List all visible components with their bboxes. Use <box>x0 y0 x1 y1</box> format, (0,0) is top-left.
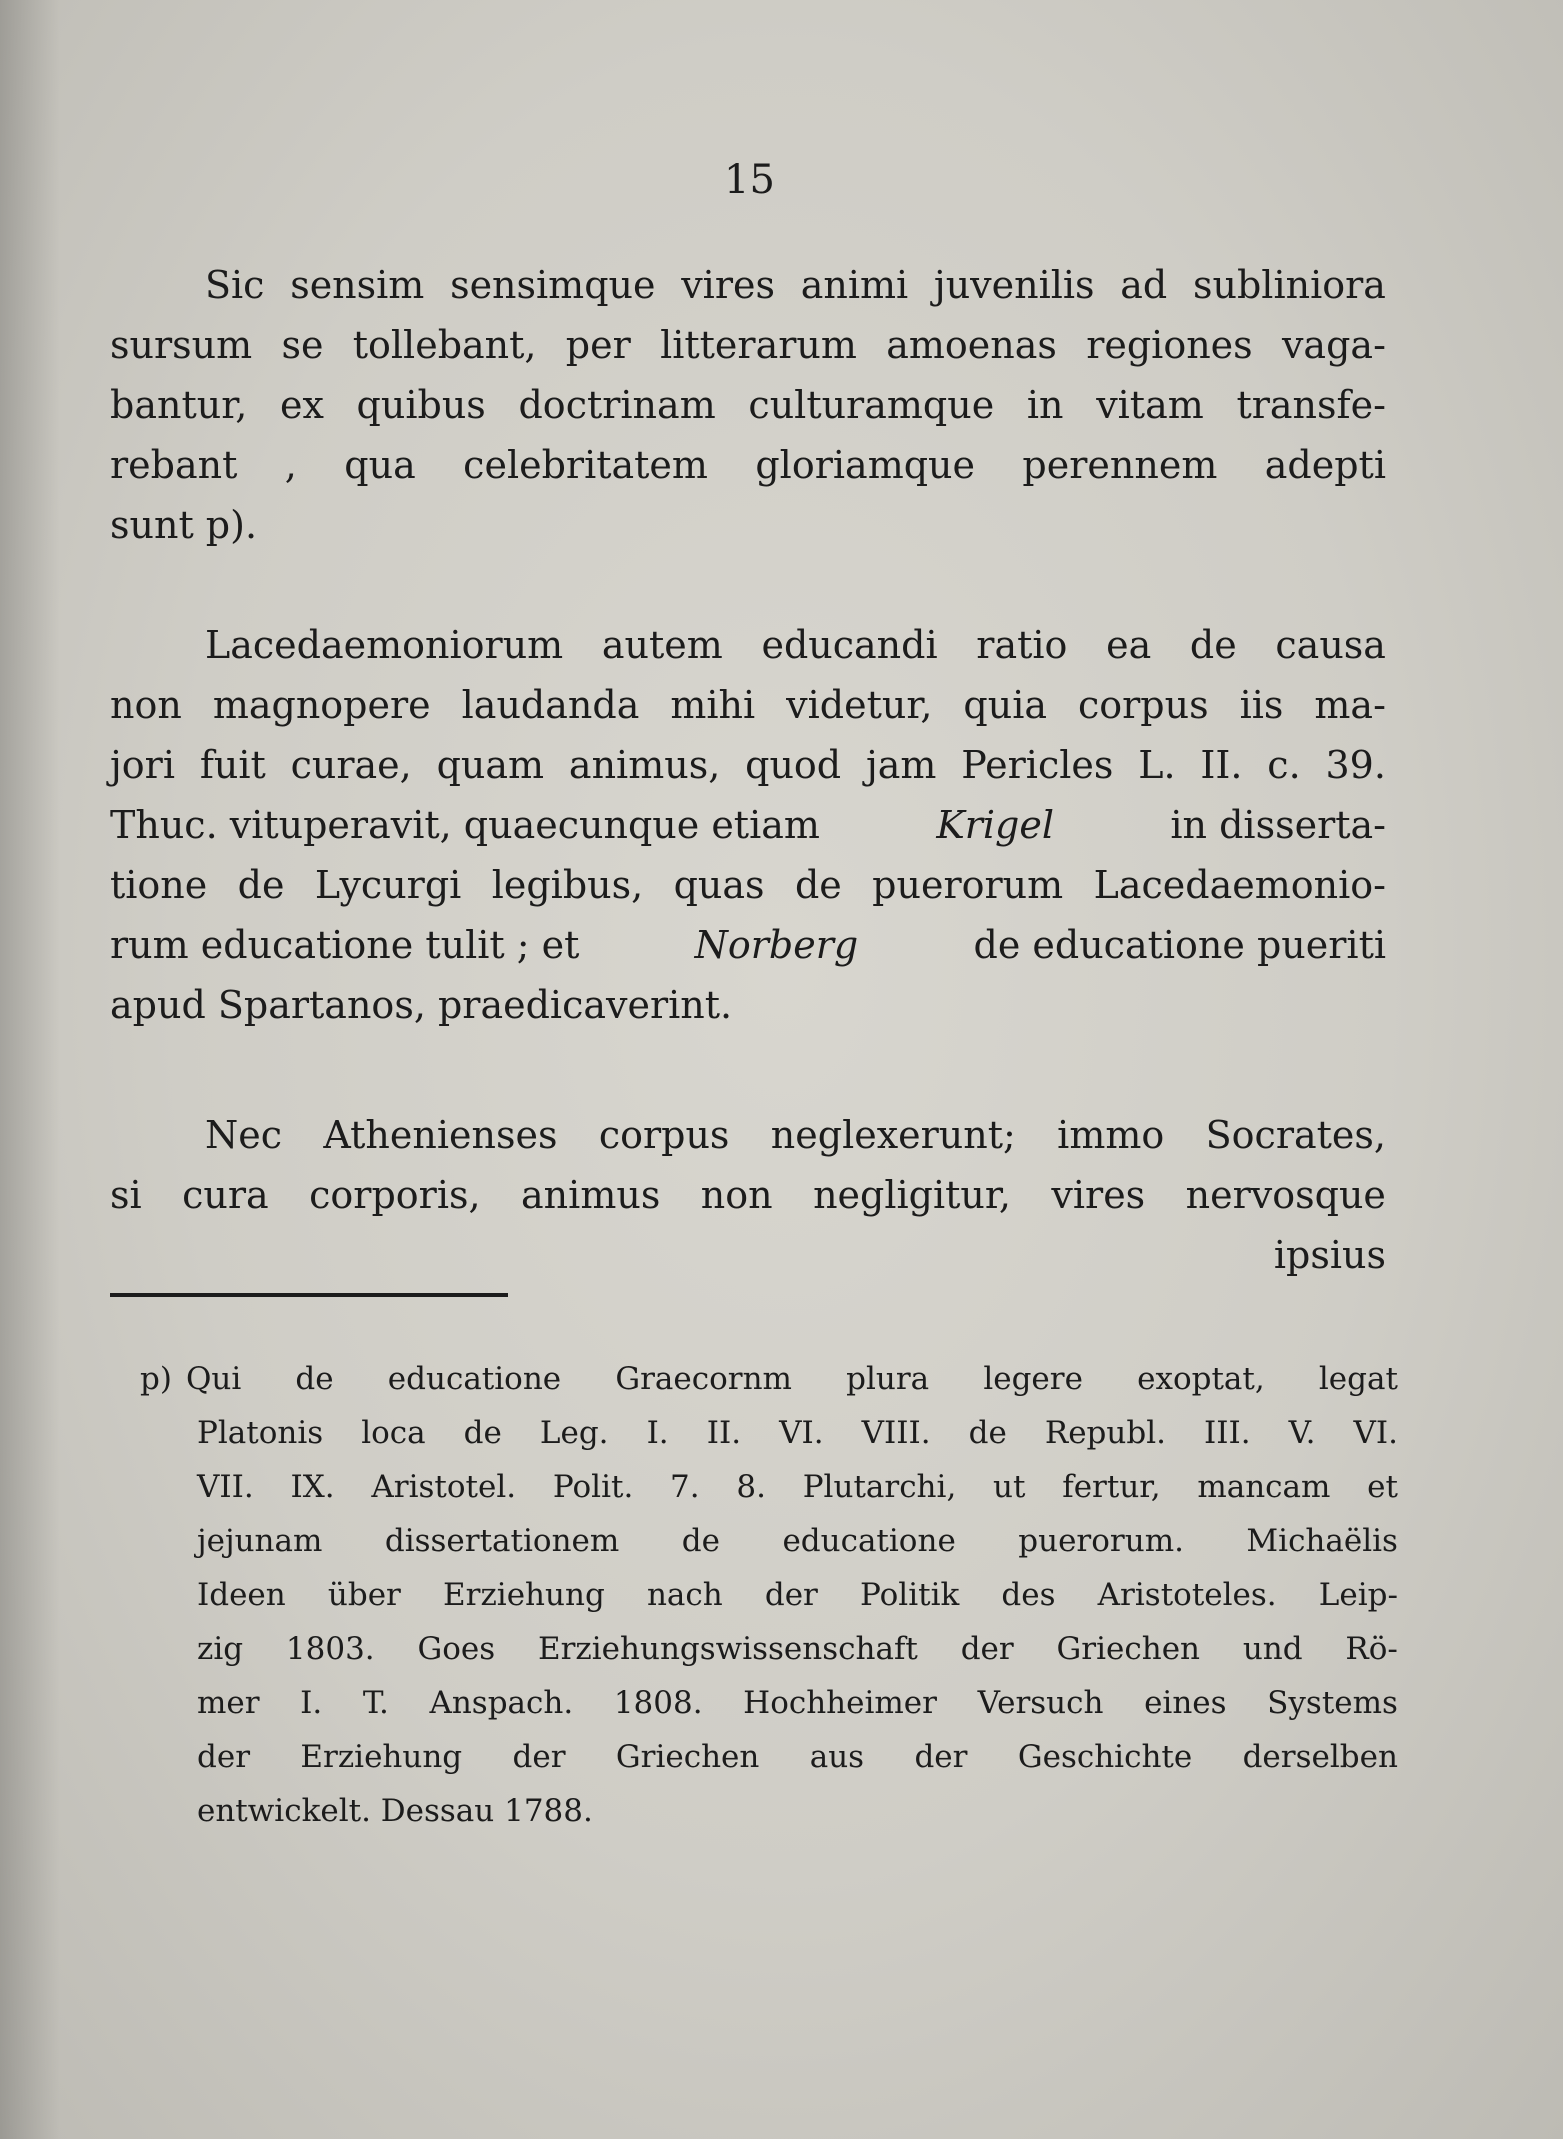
word: Lacedaemoniorum <box>205 623 564 667</box>
word: über <box>327 1577 401 1613</box>
word: Systems <box>1267 1685 1398 1721</box>
word: VII. <box>197 1469 254 1505</box>
word: 8. <box>736 1469 766 1505</box>
word: VIII. <box>861 1415 931 1451</box>
word: Qui <box>185 1361 242 1397</box>
word: de <box>1189 623 1237 667</box>
word: de <box>237 863 285 907</box>
word: celebritatem <box>463 443 708 487</box>
word: Leg. <box>539 1415 609 1451</box>
word: loca <box>361 1415 426 1451</box>
text-line <box>110 855 1386 915</box>
word: animi <box>800 263 909 307</box>
text-segment: rum educatione tulit ; et <box>110 923 580 967</box>
word: tollebant, <box>352 323 537 367</box>
text-line <box>110 735 1386 795</box>
word: rebant <box>110 443 238 487</box>
footnote <box>140 1352 1398 1838</box>
footnote-line <box>140 1568 1398 1622</box>
word: ma- <box>1314 683 1386 727</box>
word: Aristoteles. <box>1097 1577 1277 1613</box>
word: Pericles <box>961 743 1114 787</box>
text-line <box>110 375 1386 435</box>
word: de <box>968 1415 1007 1451</box>
catchword: ipsius <box>1273 1233 1386 1277</box>
text-line <box>110 615 1386 675</box>
footnote-rule <box>110 1293 508 1297</box>
word: L. <box>1138 743 1176 787</box>
word: in <box>1026 383 1064 427</box>
word: Ideen <box>197 1577 286 1613</box>
text-segment: Thuc. vituperavit, quaecunque etiam <box>110 803 820 847</box>
word: nervosque <box>1185 1173 1386 1217</box>
word: I. <box>300 1685 323 1721</box>
word: videtur, <box>786 683 933 727</box>
word: de <box>681 1523 720 1559</box>
word: fertur, <box>1062 1469 1161 1505</box>
word: quibus <box>356 383 486 427</box>
word: ad <box>1120 263 1168 307</box>
footnote-marker: p) <box>140 1361 172 1397</box>
word: Nec <box>205 1113 283 1157</box>
word: IX. <box>290 1469 335 1505</box>
word: neglexerunt; <box>770 1113 1016 1157</box>
word: educandi <box>761 623 938 667</box>
word: gloriamque <box>755 443 976 487</box>
footnote-text <box>186 1352 1398 1406</box>
author-name-krigel: Krigel <box>936 803 1054 847</box>
word: Plutarchi, <box>802 1469 957 1505</box>
word: Anspach. <box>429 1685 574 1721</box>
word: causa <box>1275 623 1386 667</box>
word: educatione <box>782 1523 956 1559</box>
word: de <box>463 1415 502 1451</box>
word: curae, <box>290 743 412 787</box>
word: mihi <box>670 683 756 727</box>
text-line <box>110 1165 1386 1225</box>
text-line <box>110 315 1386 375</box>
word: VI. <box>779 1415 824 1451</box>
word: Athenienses <box>323 1113 558 1157</box>
word: per <box>565 323 631 367</box>
word: c. <box>1267 743 1301 787</box>
word: I. <box>646 1415 669 1451</box>
page-number: 15 <box>724 157 775 203</box>
word: quia <box>963 683 1047 727</box>
word: jejunam <box>197 1523 323 1559</box>
word: quam <box>436 743 545 787</box>
word: T. <box>362 1685 389 1721</box>
word: corpus <box>598 1113 730 1157</box>
word: et <box>1367 1469 1398 1505</box>
word: non <box>110 683 182 727</box>
word: vires <box>681 263 775 307</box>
footnote-line <box>140 1676 1398 1730</box>
word: negligitur, <box>813 1173 1011 1217</box>
word: vires <box>1051 1173 1146 1217</box>
word: mer <box>197 1685 260 1721</box>
word: ut <box>993 1469 1026 1505</box>
catchword-line <box>110 1225 1386 1285</box>
word: sursum <box>110 323 253 367</box>
footnote-line <box>140 1406 1398 1460</box>
word: iis <box>1239 683 1284 727</box>
footnote-line: entwickelt. Dessau 1788. <box>197 1793 593 1829</box>
word: vaga- <box>1281 323 1386 367</box>
footnote-line <box>140 1352 1398 1406</box>
word: Hochheimer <box>743 1685 937 1721</box>
word: 7. <box>670 1469 700 1505</box>
word: sensimque <box>450 263 656 307</box>
footnote-line <box>140 1622 1398 1676</box>
word: Sic <box>205 263 265 307</box>
word: amoenas <box>886 323 1057 367</box>
word: qua <box>344 443 416 487</box>
text-line <box>110 795 1386 855</box>
word: si <box>110 1173 142 1217</box>
word: fuit <box>199 743 266 787</box>
word: Erziehung <box>443 1577 605 1613</box>
word: tione <box>110 863 208 907</box>
word: Leip- <box>1318 1577 1398 1613</box>
word: Rö- <box>1345 1631 1398 1667</box>
word: se <box>281 323 324 367</box>
text-line: apud Spartanos, praedicaverint. <box>110 983 733 1027</box>
word: corpus <box>1077 683 1209 727</box>
word: aus <box>809 1739 865 1775</box>
word: derselben <box>1242 1739 1398 1775</box>
word: dissertationem <box>384 1523 620 1559</box>
text-segment: in disserta- <box>1170 803 1386 847</box>
word: cura <box>182 1173 269 1217</box>
word: und <box>1242 1631 1303 1667</box>
footnote-line <box>140 1514 1398 1568</box>
word: Versuch <box>977 1685 1104 1721</box>
word: eines <box>1144 1685 1227 1721</box>
text-line <box>110 1105 1386 1165</box>
word: regiones <box>1086 323 1253 367</box>
word: non <box>700 1173 773 1217</box>
word: Platonis <box>197 1415 324 1451</box>
word: Erziehungswissenschaft <box>537 1631 918 1667</box>
word: legere <box>983 1361 1083 1397</box>
word: Erziehung <box>300 1739 463 1775</box>
word: Aristotel. <box>371 1469 517 1505</box>
word: Lacedaemonio- <box>1093 863 1386 907</box>
word: culturamque <box>748 383 995 427</box>
word: des <box>1001 1577 1056 1613</box>
word: ratio <box>976 623 1068 667</box>
word: Michaëlis <box>1246 1523 1398 1559</box>
word: bantur, <box>110 383 248 427</box>
text-line <box>110 675 1386 735</box>
word: de <box>794 863 842 907</box>
word: immo <box>1057 1113 1165 1157</box>
word: Socrates, <box>1205 1113 1386 1157</box>
word: puerorum. <box>1018 1523 1184 1559</box>
word: III. <box>1204 1415 1251 1451</box>
word: Lycurgi <box>314 863 462 907</box>
word: laudanda <box>461 683 640 727</box>
word: animus <box>521 1173 661 1217</box>
word: V. <box>1288 1415 1316 1451</box>
word: , <box>284 443 297 487</box>
word: Graecornm <box>615 1361 792 1397</box>
paragraph-3 <box>110 1105 1386 1225</box>
word: ea <box>1106 623 1152 667</box>
text-segment: de educatione pueriti <box>973 923 1386 967</box>
word: quas <box>673 863 765 907</box>
word: educatione <box>387 1361 562 1397</box>
word: vitam <box>1096 383 1204 427</box>
text-line <box>110 255 1386 315</box>
word: subliniora <box>1192 263 1386 307</box>
word: jori <box>110 743 175 787</box>
footnote-line <box>140 1730 1398 1784</box>
word: der <box>764 1577 818 1613</box>
word: juvenilis <box>933 263 1095 307</box>
word: VI. <box>1353 1415 1398 1451</box>
word: Republ. <box>1044 1415 1166 1451</box>
word: Griechen <box>615 1739 760 1775</box>
word: der <box>197 1739 251 1775</box>
word: autem <box>601 623 723 667</box>
word: adepti <box>1264 443 1386 487</box>
word: der <box>914 1739 968 1775</box>
word: ex <box>279 383 324 427</box>
word: litterarum <box>660 323 857 367</box>
word: II. <box>706 1415 742 1451</box>
word: Polit. <box>552 1469 634 1505</box>
text-line: sunt p). <box>110 503 258 547</box>
word: animus, <box>568 743 721 787</box>
word: 1808. <box>613 1685 703 1721</box>
word: jam <box>865 743 937 787</box>
word: doctrinam <box>518 383 716 427</box>
author-name-norberg: Norberg <box>694 923 859 967</box>
word: puerorum <box>872 863 1064 907</box>
word: der <box>512 1739 566 1775</box>
word: nach <box>646 1577 723 1613</box>
word: legat <box>1318 1361 1398 1397</box>
word: Geschichte <box>1017 1739 1193 1775</box>
paragraph-1 <box>110 255 1386 555</box>
word: perennem <box>1022 443 1218 487</box>
word: der <box>960 1631 1014 1667</box>
word: 1803. <box>285 1631 375 1667</box>
paragraph-2 <box>110 615 1386 1035</box>
word: plura <box>846 1361 930 1397</box>
word: legibus, <box>491 863 644 907</box>
word: magnopere <box>212 683 431 727</box>
word: sensim <box>290 263 425 307</box>
text-line <box>110 915 1386 975</box>
word: de <box>295 1361 334 1397</box>
word: exoptat, <box>1137 1361 1265 1397</box>
word: Griechen <box>1056 1631 1201 1667</box>
word: transfe- <box>1236 383 1386 427</box>
word: Goes <box>417 1631 496 1667</box>
word: quod <box>745 743 842 787</box>
word: Politik <box>860 1577 960 1613</box>
text-line <box>110 435 1386 495</box>
footnote-line <box>140 1460 1398 1514</box>
word: mancam <box>1197 1469 1331 1505</box>
word: zig <box>197 1631 244 1667</box>
word: corporis, <box>309 1173 481 1217</box>
word: 39. <box>1325 743 1386 787</box>
word: II. <box>1200 743 1243 787</box>
